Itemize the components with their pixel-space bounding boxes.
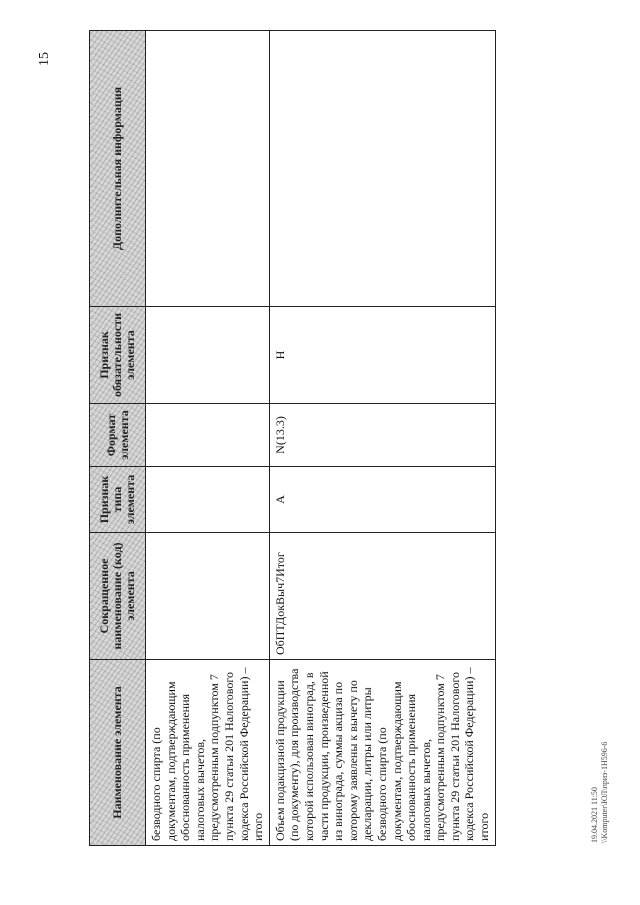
rotated-table-container bbox=[89, 31, 492, 846]
cell-format: N(13.3) bbox=[269, 404, 495, 467]
table-header-row bbox=[90, 31, 146, 846]
cell-type bbox=[146, 467, 270, 533]
cell-info bbox=[146, 31, 270, 307]
table-row bbox=[146, 31, 270, 846]
page-number: 15 bbox=[37, 52, 52, 66]
header-element-name: Наименование элемента bbox=[90, 660, 146, 846]
header-element-type: Признак типа элемента bbox=[90, 467, 146, 533]
cell-code bbox=[146, 533, 270, 660]
cell-type: А bbox=[269, 467, 495, 533]
stamp-date: 19.04.2021 11:50 bbox=[590, 787, 599, 843]
cell-info bbox=[269, 31, 495, 307]
stamp-path: \\Komputer\ЮЛ\приз-1Н596-6 bbox=[600, 741, 609, 843]
cell-name: Объем подакцизной продукции (по документу), для производства которой использован виноград, в части продукции, произведенной из винограда, суммы акциза по которому заявлены к вычету по декларации, литры или литры безводного спирта (по документам, подтверждающим обоснованность применения налоговых вычетов, предусмотренным подпунктом 7 пункта 29 статьи 201 Налогового кодекса Российской Федерации) – итого bbox=[269, 660, 495, 846]
cell-format bbox=[146, 404, 270, 467]
cell-name: безводного спирта (по документам, подтверждающим обоснованность применения налоговых вычетов, предусмотренным подпунктом 7 пункта 29 статьи 201 Налогового кодекса Российской Федерации) – итого bbox=[146, 660, 270, 846]
cell-required bbox=[146, 307, 270, 404]
header-element-code: Сокращенное наименование (код) элемента bbox=[90, 533, 146, 660]
cell-required: Н bbox=[269, 307, 495, 404]
table-row bbox=[269, 31, 495, 846]
header-additional-info: Дополнительная информация bbox=[90, 31, 146, 307]
elements-table bbox=[89, 30, 496, 846]
print-stamp bbox=[590, 742, 610, 843]
cell-code: ОбПТДокВыч7Итог bbox=[269, 533, 495, 660]
header-element-format: Формат элемента bbox=[90, 404, 146, 467]
header-element-required: Признак обязательности элемента bbox=[90, 307, 146, 404]
